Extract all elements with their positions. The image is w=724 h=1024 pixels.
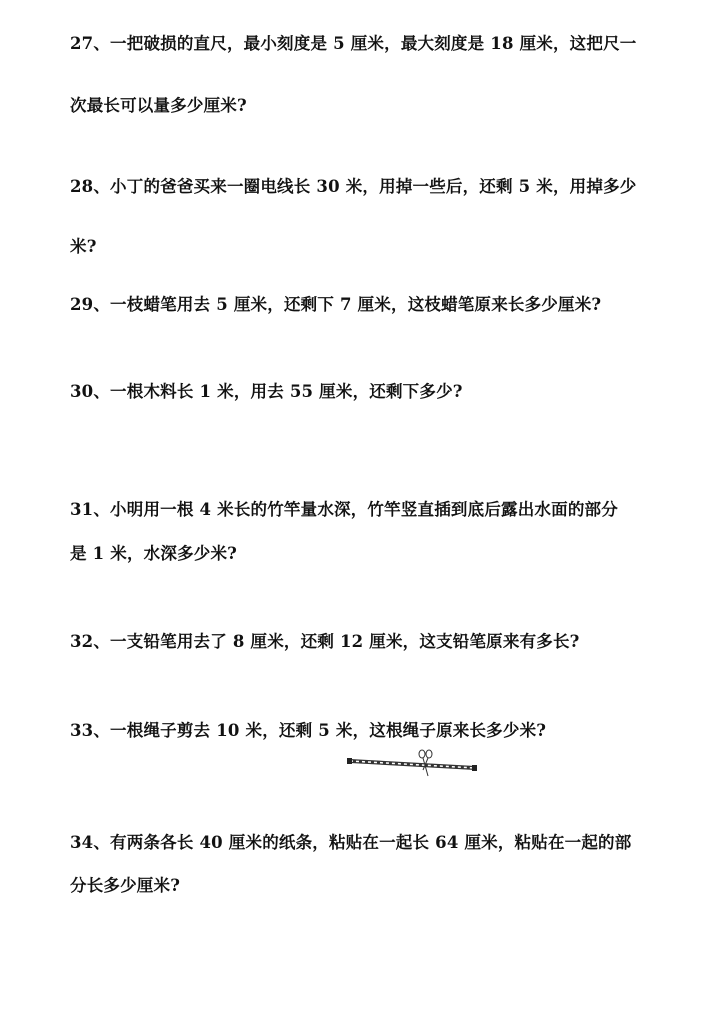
q27-line1: 27、一把破损的直尺，最小刻度是 5 厘米，最大刻度是 18 厘米，这把尺一 [70,34,637,53]
q34-line1: 34、有两条各长 40 厘米的纸条，粘贴在一起长 64 厘米，粘贴在一起的部 [70,833,632,852]
q32: 32、一支铅笔用去了 8 厘米，还剩 12 厘米，这支铅笔原来有多长? [70,632,580,651]
q27-line2: 次最长可以量多少厘米? [70,96,247,115]
q31-line1: 31、小明用一根 4 米长的竹竿量水深，竹竿竖直插到底后露出水面的部分 [70,500,618,519]
q30: 30、一根木料长 1 米，用去 55 厘米，还剩下多少? [70,382,463,401]
rope-icon [347,758,477,771]
q28-line1: 28、小丁的爸爸买来一圈电线长 30 米，用掉一些后，还剩 5 米，用掉多少 [70,177,637,196]
q31-line2: 是 1 米，水深多少米? [70,544,238,563]
q28-line2: 米? [70,237,97,256]
rope-scissors-illustration [345,748,480,778]
q33: 33、一根绳子剪去 10 米，还剩 5 米，这根绳子原来长多少米? [70,721,547,740]
q34-line2: 分长多少厘米? [70,876,181,895]
q29: 29、一枝蜡笔用去 5 厘米，还剩下 7 厘米，这枝蜡笔原来长多少厘米? [70,295,602,314]
